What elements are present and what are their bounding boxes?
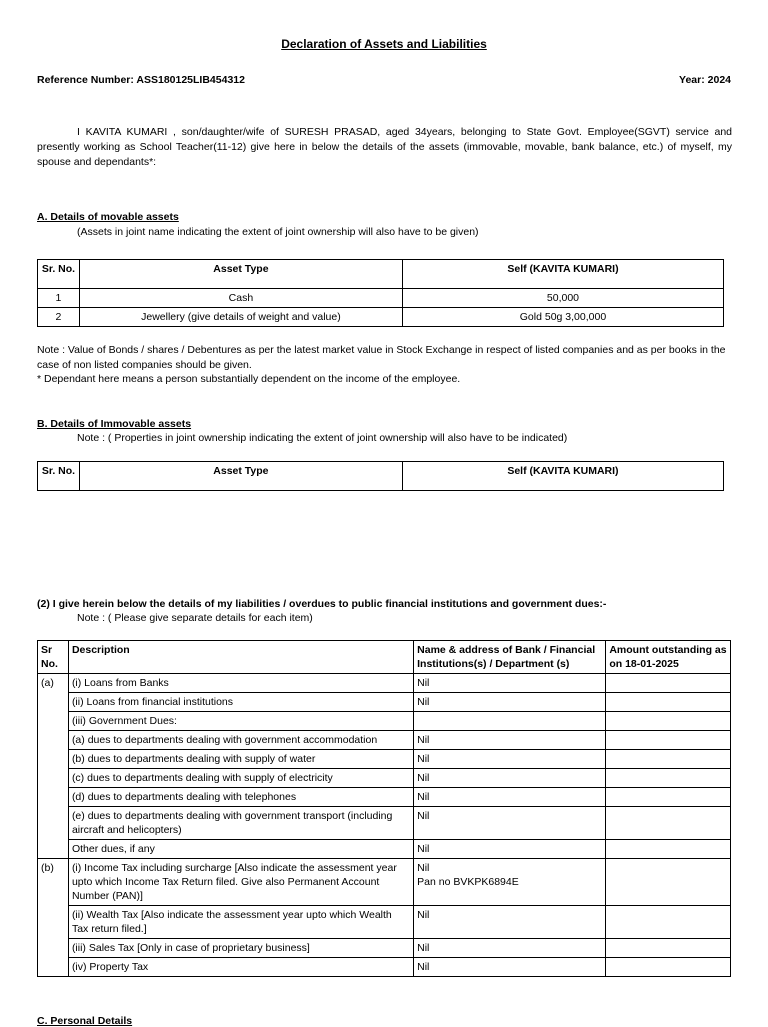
cell-self-value: Gold 50g 3,00,000 — [402, 308, 723, 327]
valuation-note: Note : Value of Bonds / shares / Debentures as per the latest market value in Stock Exchange in respect of listed companies and as per books in the case of non listed companies should be given. — [37, 344, 726, 371]
cell-amount — [606, 958, 731, 977]
table-row — [38, 289, 724, 308]
table-row — [38, 731, 731, 750]
intro-paragraph: I KAVITA KUMARI , son/daughter/wife of SURESH PRASAD, aged 34years, belonging to State Govt. Employee(SGVT) service and presently working as School Teacher(11-12) give here in below the details of the assets (immovable, movable, bank balance, etc.) of myself, my spouse and dependants*: — [37, 126, 732, 168]
table-row — [38, 788, 731, 807]
cell-description: (i) Loans from Banks — [68, 674, 413, 693]
cell-description: (c) dues to departments dealing with supply of electricity — [68, 769, 413, 788]
movable-assets-table — [37, 259, 724, 327]
table-row — [38, 712, 731, 731]
col-header-self: Self (KAVITA KUMARI) — [402, 462, 723, 491]
cell-bank: Nil Pan no BVKPK6894E — [414, 859, 606, 906]
personal-details-heading: C. Personal Details — [37, 1015, 133, 1027]
liabilities-table — [37, 640, 731, 977]
immovable-assets-table — [37, 461, 724, 491]
immovable-assets-heading: B. Details of Immovable assets — [37, 418, 192, 430]
table-row — [38, 750, 731, 769]
col-header-amount: Amount outstanding as on 18-01-2025 — [606, 641, 731, 674]
cell-bank: Nil — [414, 788, 606, 807]
table-row — [38, 769, 731, 788]
col-header-sr-no: Sr No. — [38, 641, 69, 674]
cell-amount — [606, 674, 731, 693]
dependant-note: * Dependant here means a person substantially dependent on the income of the employee. — [37, 373, 461, 385]
cell-bank: Nil — [414, 840, 606, 859]
col-header-description: Description — [68, 641, 413, 674]
col-header-sr-no: Sr. No. — [38, 462, 80, 491]
cell-amount — [606, 712, 731, 731]
cell-description: (i) Income Tax including surcharge [Also indicate the assessment year upto which Income Tax Return filed. Give also Permanent Account Number (PAN)] — [68, 859, 413, 906]
cell-bank: Nil — [414, 674, 606, 693]
col-header-asset-type: Asset Type — [79, 260, 402, 289]
liabilities-heading: (2) I give herein below the details of my liabilities / overdues to public financial institutions and government dues:- — [37, 598, 607, 610]
cell-description: (b) dues to departments dealing with supply of water — [68, 750, 413, 769]
cell-bank: Nil — [414, 958, 606, 977]
col-header-asset-type: Asset Type — [79, 462, 402, 491]
cell-description: (a) dues to departments dealing with government accommodation — [68, 731, 413, 750]
cell-amount — [606, 906, 731, 939]
document-title: Declaration of Assets and Liabilities — [281, 37, 487, 51]
cell-sr-no: 1 — [38, 289, 80, 308]
movable-assets-heading: A. Details of movable assets — [37, 211, 179, 223]
cell-description: (iii) Government Dues: — [68, 712, 413, 731]
cell-amount — [606, 693, 731, 712]
cell-bank: Nil — [414, 906, 606, 939]
cell-description: (d) dues to departments dealing with telephones — [68, 788, 413, 807]
cell-bank: Nil — [414, 750, 606, 769]
cell-amount — [606, 769, 731, 788]
cell-bank: Nil — [414, 939, 606, 958]
cell-bank — [414, 712, 606, 731]
cell-sr-no: (b) — [38, 859, 69, 977]
cell-description: (ii) Wealth Tax [Also indicate the assessment year upto which Wealth Tax return filed.] — [68, 906, 413, 939]
cell-amount — [606, 807, 731, 840]
table-row — [38, 859, 731, 906]
cell-amount — [606, 750, 731, 769]
cell-sr-no: 2 — [38, 308, 80, 327]
table-header-row — [38, 462, 724, 491]
cell-amount — [606, 859, 731, 906]
cell-bank: Nil — [414, 807, 606, 840]
reference-number: Reference Number: ASS180125LIB454312 — [37, 74, 245, 86]
cell-asset-type: Cash — [79, 289, 402, 308]
table-row — [38, 906, 731, 939]
table-row — [38, 308, 724, 327]
cell-amount — [606, 939, 731, 958]
cell-amount — [606, 731, 731, 750]
col-header-bank: Name & address of Bank / Financial Institutions(s) / Department (s) — [414, 641, 606, 674]
cell-amount — [606, 840, 731, 859]
liabilities-body — [38, 674, 731, 977]
cell-description: (e) dues to departments dealing with government transport (including aircraft and helicopters) — [68, 807, 413, 840]
cell-bank: Nil — [414, 693, 606, 712]
cell-description: Other dues, if any — [68, 840, 413, 859]
cell-self-value: 50,000 — [402, 289, 723, 308]
immovable-assets-subheading: Note : ( Properties in joint ownership indicating the extent of joint ownership will also have to be indicated) — [77, 432, 568, 444]
col-header-sr-no: Sr. No. — [38, 260, 80, 289]
cell-asset-type: Jewellery (give details of weight and value) — [79, 308, 402, 327]
table-header-row — [38, 641, 731, 674]
table-row — [38, 807, 731, 840]
liabilities-note: Note : ( Please give separate details for each item) — [77, 612, 313, 624]
col-header-self: Self (KAVITA KUMARI) — [402, 260, 723, 289]
table-header-row — [38, 260, 724, 289]
table-row — [38, 939, 731, 958]
cell-bank: Nil — [414, 769, 606, 788]
cell-sr-no: (a) — [38, 674, 69, 859]
table-row — [38, 693, 731, 712]
cell-amount — [606, 788, 731, 807]
table-row — [38, 674, 731, 693]
cell-description: (iv) Property Tax — [68, 958, 413, 977]
table-row — [38, 840, 731, 859]
cell-bank: Nil — [414, 731, 606, 750]
declaration-year: Year: 2024 — [679, 74, 731, 86]
cell-description: (iii) Sales Tax [Only in case of proprietary business] — [68, 939, 413, 958]
movable-assets-subheading: (Assets in joint name indicating the extent of joint ownership will also have to be given) — [77, 226, 479, 238]
cell-description: (ii) Loans from financial institutions — [68, 693, 413, 712]
table-row — [38, 958, 731, 977]
